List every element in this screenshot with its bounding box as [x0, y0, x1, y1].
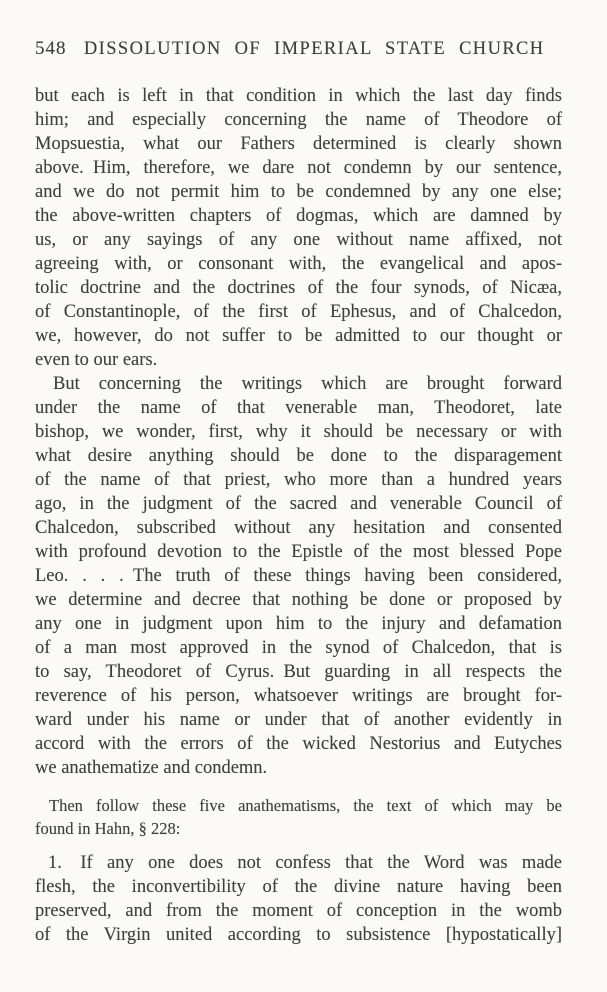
text-line: we determine and decree that nothing be done or proposed by	[35, 590, 562, 610]
text-line: with profound devotion to the Epistle of the most blessed Pope	[35, 542, 562, 562]
text-line: of Constantinople, of the first of Ephesus, and of Chalcedon,	[35, 302, 562, 322]
text-line: the above-written chapters of dogmas, which are damned by	[35, 206, 562, 226]
paragraph-2	[35, 372, 562, 780]
text-line: accord with the errors of the wicked Nestorius and Eutyches	[35, 734, 562, 754]
text-line: reverence of his person, whatsoever writings are brought for-	[35, 686, 562, 706]
text-line: 1. If any one does not confess that the Word was made	[48, 853, 562, 873]
text-line: and we do not permit him to be condemned by any one else;	[35, 182, 562, 202]
text-body	[35, 84, 562, 947]
text-line: even to our ears.	[35, 350, 158, 370]
text-line: Leo. . . . The truth of these things having been considered,	[35, 566, 562, 586]
text-line: Mopsuestia, what our Fathers determined is clearly shown	[35, 134, 562, 154]
text-line: ago, in the judgment of the sacred and venerable Council of	[35, 494, 562, 514]
anathematism-1	[35, 851, 562, 947]
text-line: Chalcedon, subscribed without any hesitation and consented	[35, 518, 562, 538]
page-number: 548	[35, 38, 67, 59]
text-line: preserved, and from the moment of conception in the womb	[35, 901, 562, 921]
text-line: we anathematize and condemn.	[35, 758, 268, 778]
editorial-note	[35, 794, 562, 840]
text-line: him; and especially concerning the name of Theodore of	[35, 110, 562, 130]
running-title: DISSOLUTION OF IMPERIAL STATE CHURCH	[83, 39, 545, 59]
text-line: of the Virgin united according to subsistence [hypostatically]	[35, 925, 562, 945]
text-line: under the name of that venerable man, Theodoret, late	[35, 398, 562, 418]
text-line: of a man most approved in the synod of Chalcedon, that is	[35, 638, 562, 658]
text-line: but each is left in that condition in which the last day finds	[35, 86, 562, 106]
text-line: us, or any sayings of any one without name affixed, not	[35, 230, 562, 250]
text-line: flesh, the inconvertibility of the divine nature having been	[35, 877, 562, 897]
text-line: bishop, we wonder, first, why it should be necessary or with	[35, 422, 562, 442]
text-line: agreeing with, or consonant with, the evangelical and apos-	[35, 254, 562, 274]
text-line: Then follow these five anathematisms, the text of which may be	[49, 796, 562, 815]
text-line: we, however, do not suffer to be admitted to our thought or	[35, 326, 562, 346]
text-line: of the name of that priest, who more than a hundred years	[35, 470, 562, 490]
paragraph-1	[35, 84, 562, 372]
text-line: tolic doctrine and the doctrines of the four synods, of Nicæa,	[35, 278, 562, 298]
running-header	[35, 38, 562, 60]
text-line: to say, Theodoret of Cyrus. But guarding in all respects the	[35, 662, 562, 682]
text-line: above. Him, therefore, we dare not condemn by our sentence,	[35, 158, 562, 178]
text-line: what desire anything should be done to the disparagement	[35, 446, 562, 466]
text-line: any one in judgment upon him to the injury and defamation	[35, 614, 562, 634]
text-line: found in Hahn, § 228:	[35, 819, 181, 838]
text-line: ward under his name or under that of another evidently in	[35, 710, 562, 730]
text-line: But concerning the writings which are brought forward	[53, 374, 562, 394]
